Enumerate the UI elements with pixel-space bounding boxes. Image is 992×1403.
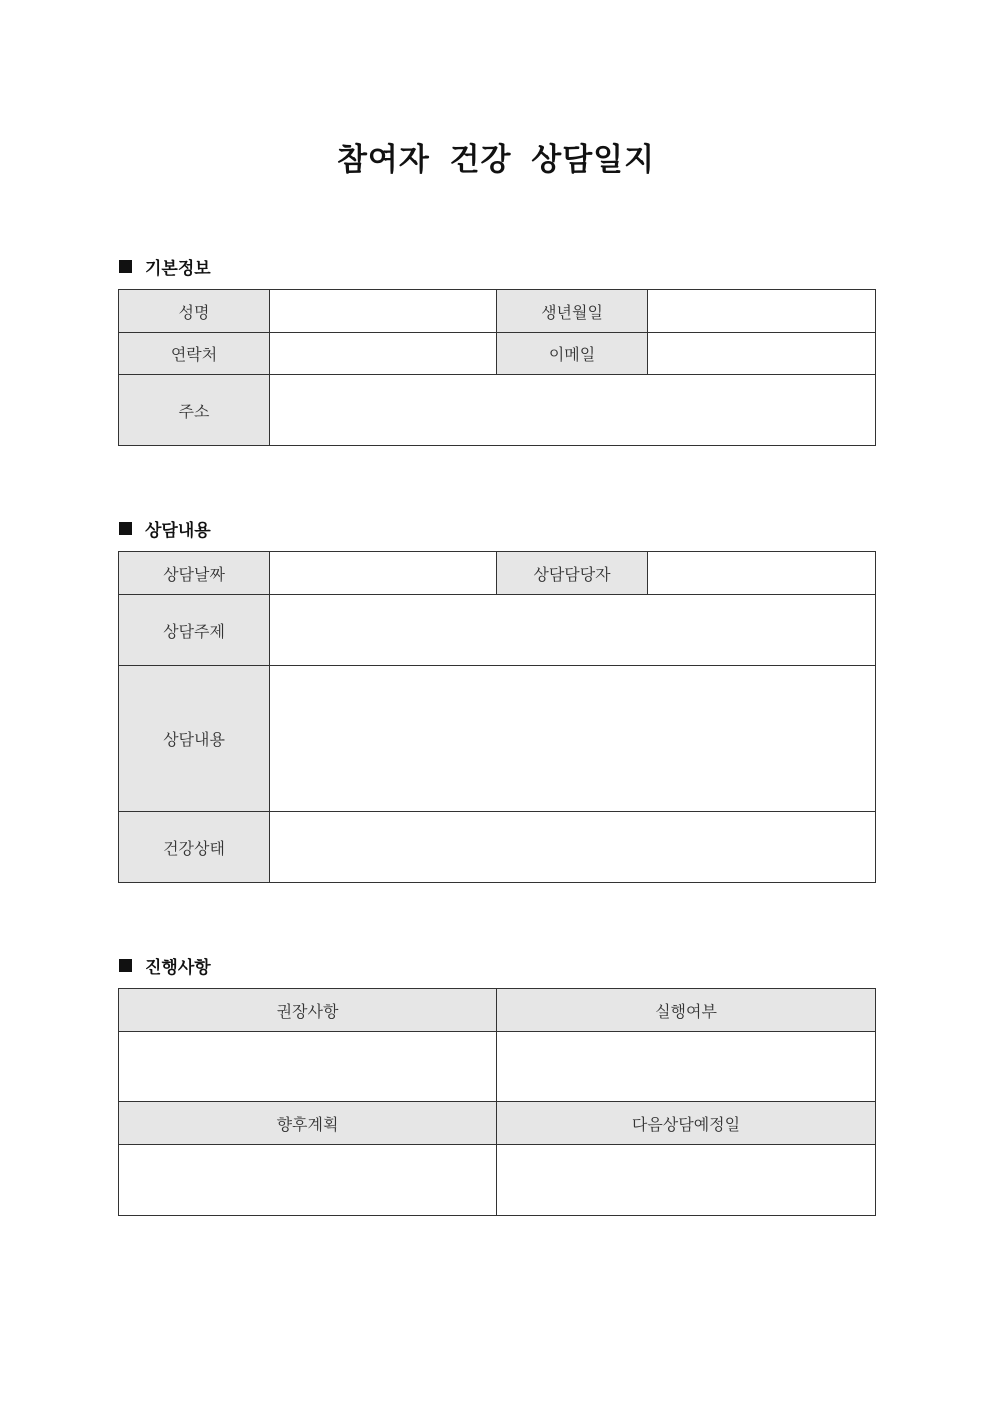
table-row: [119, 290, 876, 333]
consult-topic-label: 상담주제: [119, 595, 270, 666]
table-row: [119, 1102, 876, 1145]
table-row: [119, 552, 876, 595]
table-row: [119, 989, 876, 1032]
bullet-square-icon: [119, 260, 132, 273]
health-status-label: 건강상태: [119, 812, 270, 883]
name-field[interactable]: [270, 290, 497, 333]
address-label: 주소: [119, 375, 270, 446]
section-heading-label: 기본정보: [145, 259, 211, 279]
future-plan-field[interactable]: [119, 1145, 497, 1216]
table-row: [119, 1145, 876, 1216]
bullet-square-icon: [119, 959, 132, 972]
table-row: [119, 1032, 876, 1102]
next-date-label: 다음상담예정일: [497, 1102, 876, 1145]
health-status-field[interactable]: [270, 812, 876, 883]
table-row: [119, 375, 876, 446]
table-row: [119, 666, 876, 812]
name-label: 성명: [119, 290, 270, 333]
recommendations-label: 권장사항: [119, 989, 497, 1032]
basic-info-table: [118, 289, 876, 446]
table-row: [119, 812, 876, 883]
document-title: 참여자 건강 상담일지: [336, 142, 656, 178]
section-heading-label: 상담내용: [145, 521, 211, 541]
section-heading-basic-info: [119, 254, 211, 279]
consult-content-label: 상담내용: [119, 666, 270, 812]
contact-field[interactable]: [270, 333, 497, 375]
email-label: 이메일: [497, 333, 648, 375]
counselor-field[interactable]: [648, 552, 876, 595]
birthdate-field[interactable]: [648, 290, 876, 333]
section-heading-label: 진행사항: [145, 958, 211, 978]
counselor-label: 상담담당자: [497, 552, 648, 595]
section-heading-progress: [119, 953, 211, 978]
future-plan-label: 향후계획: [119, 1102, 497, 1145]
table-row: [119, 333, 876, 375]
address-field[interactable]: [270, 375, 876, 446]
execution-label: 실행여부: [497, 989, 876, 1032]
section-heading-consultation: [119, 516, 211, 541]
email-field[interactable]: [648, 333, 876, 375]
progress-table: [118, 988, 876, 1216]
execution-field[interactable]: [497, 1032, 876, 1102]
bullet-square-icon: [119, 522, 132, 535]
next-date-field[interactable]: [497, 1145, 876, 1216]
contact-label: 연락처: [119, 333, 270, 375]
consult-date-label: 상담날짜: [119, 552, 270, 595]
table-row: [119, 595, 876, 666]
birthdate-label: 생년월일: [497, 290, 648, 333]
consult-content-field[interactable]: [270, 666, 876, 812]
consult-topic-field[interactable]: [270, 595, 876, 666]
recommendations-field[interactable]: [119, 1032, 497, 1102]
consultation-table: [118, 551, 876, 883]
consult-date-field[interactable]: [270, 552, 497, 595]
